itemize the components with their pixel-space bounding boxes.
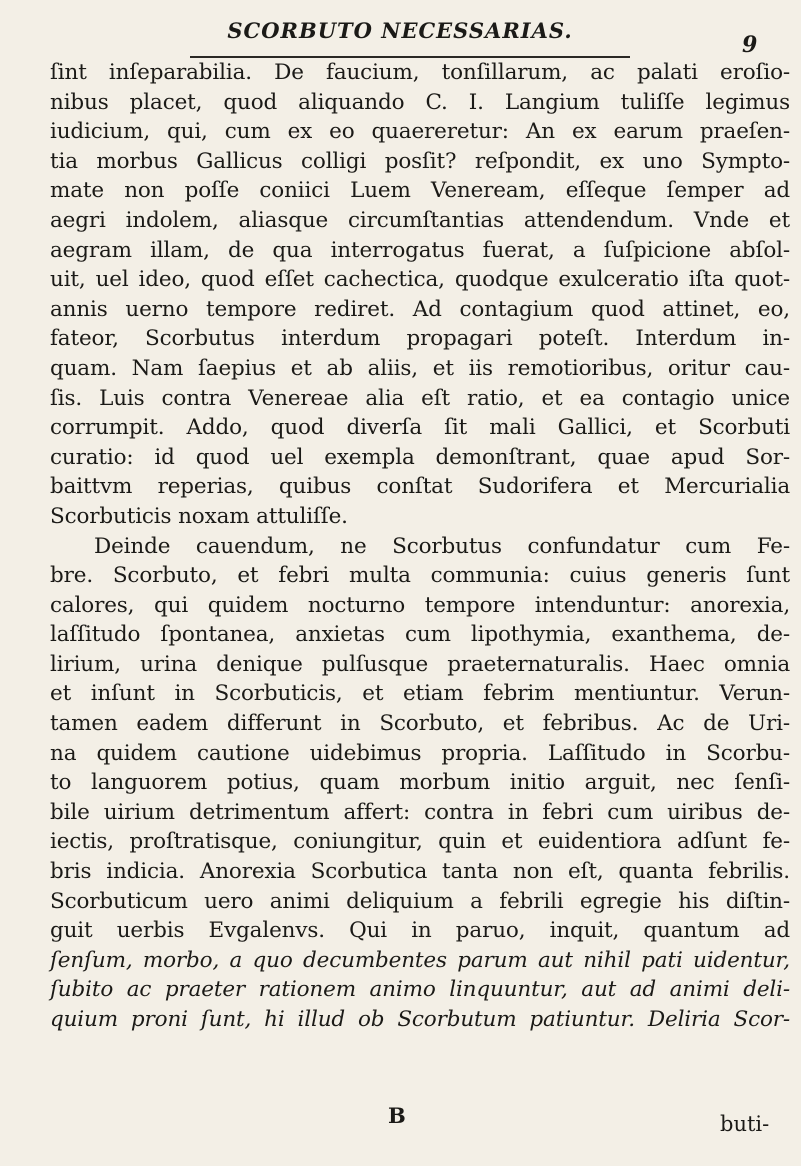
text-line: fateor, Scorbutus interdum propagari poteſt. Interdum in- [50, 326, 790, 352]
text-line: aegri indolem, aliasque circumſtantias attendendum. Vnde et [50, 207, 790, 233]
text-line: ſint inſeparabilia. De faucium, tonſillarum, ac palati eroſio- [50, 60, 790, 85]
text-line: quium proni ſunt, hi illud ob Scorbutum patiuntur. Deliria Scor- [50, 1007, 790, 1032]
text-line: baittvm reperias, quibus conſtat Sudorifera et Mercurialia [50, 474, 790, 500]
text-line: lirium, urina denique pulſusque praeternaturalis. Haec omnia [50, 651, 790, 677]
text-line: mate non poſſe coniici Luem Veneream, eſſeque ſemper ad [50, 178, 790, 204]
text-line: tia morbus Gallicus colligi posſit? reſpondit, ex uno Sympto- [50, 148, 790, 174]
text-line: Deinde cauendum, ne Scorbutus confundatur cum Fe- [94, 533, 790, 559]
text-line: ſis. Luis contra Venereae alia eſt ratio, et ea contagio unice [50, 385, 790, 411]
text-line: guit uerbis Evgalenvs. Qui in paruo, inquit, quantum ad [50, 918, 790, 944]
text-line: na quidem cautione uidebimus propria. Laſſitudo in Scorbu- [50, 740, 790, 766]
text-line: curatio: id quod uel exempla demonſtrant, quae apud Sor- [50, 444, 790, 470]
text-line: annis uerno tempore rediret. Ad contagium quod attinet, eo, [50, 296, 790, 322]
text-line: bre. Scorbuto, et febri multa communia: cuius generis ſunt [50, 563, 790, 589]
body-text [50, 58, 790, 1035]
text-line: calores, qui quidem nocturno tempore intenduntur: anorexia, [50, 592, 790, 618]
text-line: Scorbuticis noxam attuliſſe. [50, 503, 348, 529]
text-line: iudicium, qui, cum ex eo quaereretur: An ex earum praeſen- [50, 119, 790, 145]
text-line: aegram illam, de qua interrogatus fuerat, a ſuſpicione abſol- [50, 237, 790, 263]
text-line: uit, uel ideo, quod eſſet cachectica, quodque exulceratio iſta quot- [50, 267, 790, 293]
catchword: buti- [720, 1112, 770, 1136]
running-head: SCORBUTO NECESSARIAS. [227, 18, 573, 43]
text-line: bris indicia. Anorexia Scorbutica tanta non eſt, quanta febrilis. [50, 859, 790, 885]
text-line: ſenſum, morbo, a quo decumbentes parum aut nihil pati uidentur, [50, 947, 790, 973]
text-line: to languorem potius, quam morbum initio arguit, nec ſenſi- [50, 770, 790, 796]
text-line: iectis, proſtratisque, coniungitur, quin et euidentiora adſunt fe- [50, 829, 790, 855]
text-line: ſubito ac praeter rationem animo linquuntur, aut ad animi deli- [50, 977, 790, 1003]
signature-mark: B [388, 1103, 406, 1128]
text-line: corrumpit. Addo, quod diverſa ſit mali Gallici, et Scorbuti [50, 415, 790, 441]
text-line: quam. Nam ſaepius et ab aliis, et iis remotioribus, oritur cau- [50, 355, 790, 381]
text-line: et inſunt in Scorbuticis, et etiam febrim mentiuntur. Verun- [50, 681, 790, 707]
text-line: bile uirium detrimentum affert: contra in febri cum uiribus de- [50, 799, 790, 825]
text-line: Scorbuticum uero animi deliquium a febrili egregie his diſtin- [50, 888, 790, 914]
text-line: nibus placet, quod aliquando C. I. Langium tuliſſe legimus [50, 89, 790, 115]
text-line: tamen eadem differunt in Scorbuto, et febribus. Ac de Uri- [50, 711, 790, 737]
text-line: laſſitudo ſpontanea, anxietas cum lipothymia, exanthema, de- [50, 622, 790, 648]
page-number: 9 [742, 32, 758, 58]
